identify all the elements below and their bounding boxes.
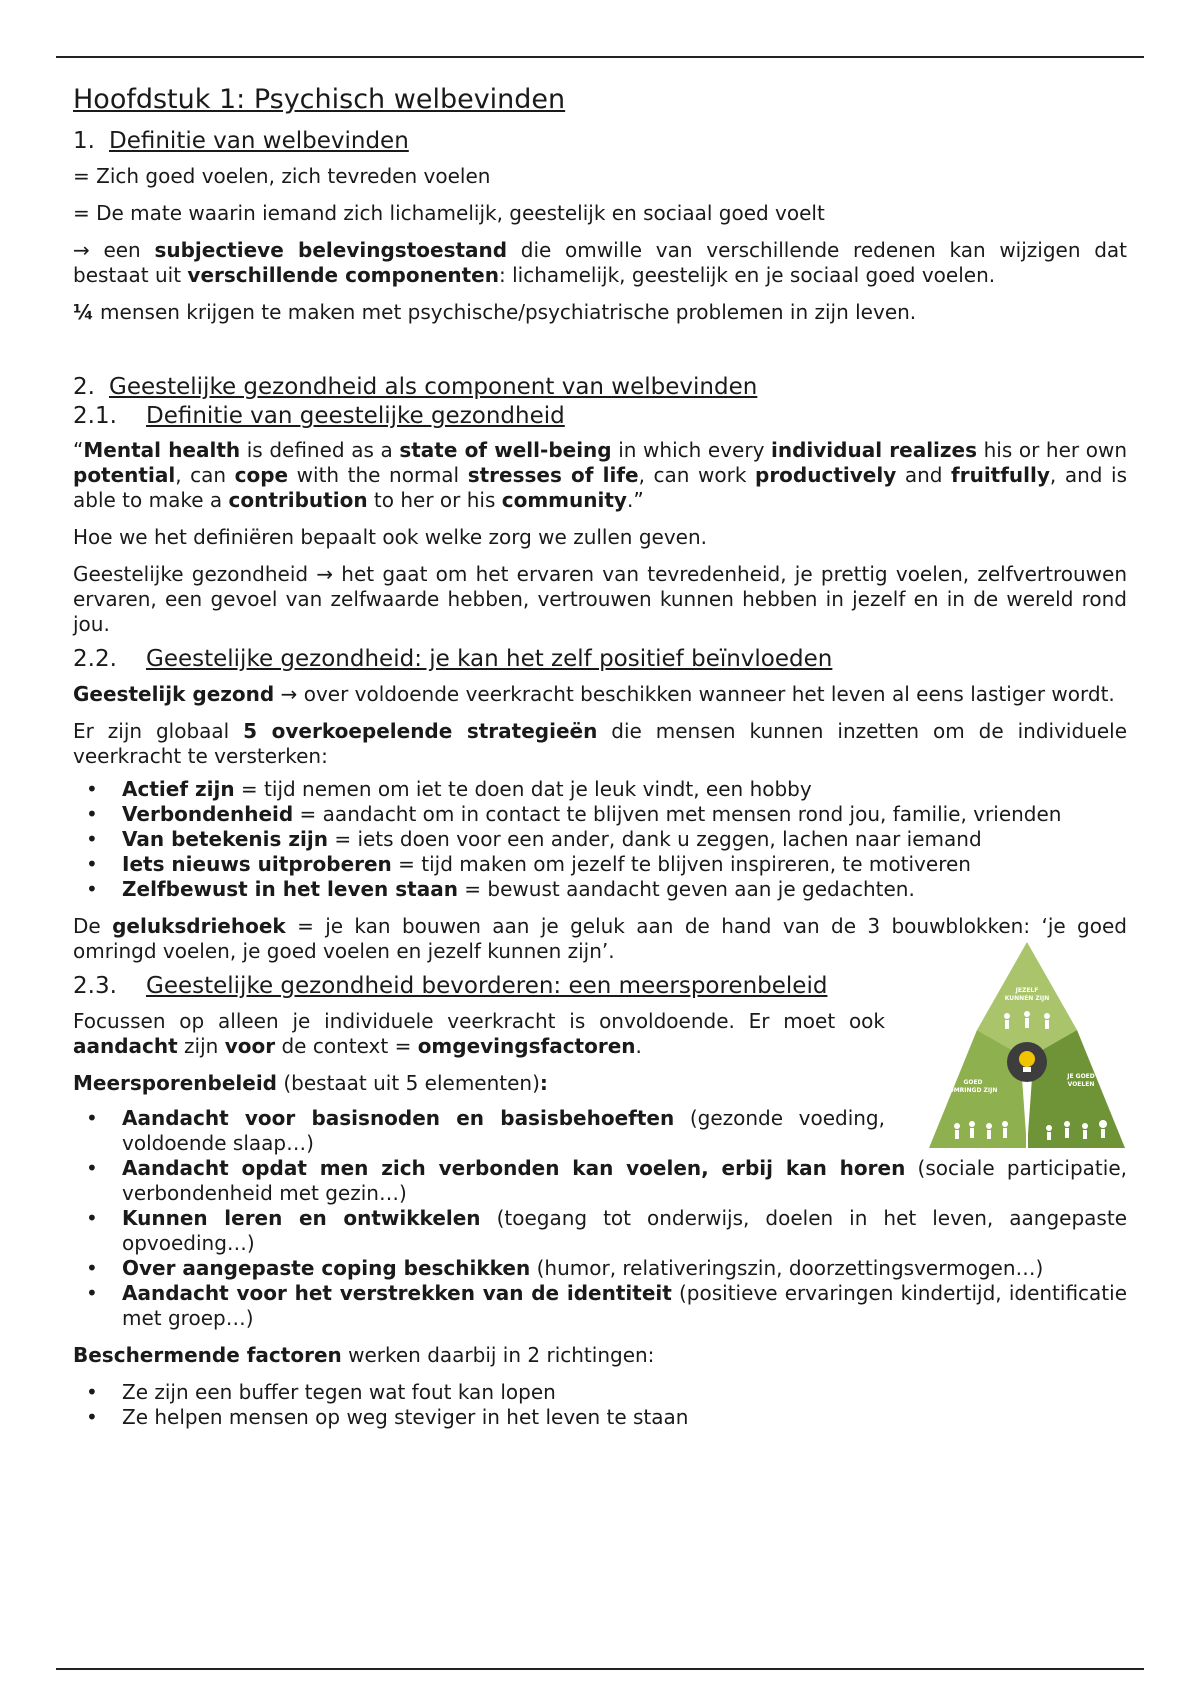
strategy-list (73, 777, 1127, 902)
heading-section-2-1 (73, 402, 1127, 431)
heading-section-2-2 (73, 645, 1127, 674)
paragraph: Hoe we het definiëren bepaalt ook welke zorg we zullen geven. (73, 525, 707, 549)
section-2-3 (73, 972, 1127, 1430)
lightbulb-base (1023, 1067, 1031, 1072)
paragraph: Meersporenbeleid (bestaat uit 5 elementen): (73, 1071, 548, 1095)
section-number: 2.2. (73, 646, 117, 672)
section-title: Definitie van geestelijke gezondheid (146, 403, 565, 429)
bottom-rule (56, 1668, 1144, 1670)
list-item: • Iets nieuws uitproberen = tijd maken om jezelf te blijven inspireren, te motiveren (73, 852, 1127, 877)
section-number: 2.3. (73, 973, 117, 999)
paragraph: Geestelijk gezond → over voldoende veerkracht beschikken wanneer het leven al eens lastiger wordt. (73, 682, 1115, 706)
list-item: • Ze helpen mensen op weg steviger in het leven te staan (73, 1405, 1127, 1430)
section-title: Definitie van welbevinden (109, 128, 409, 154)
paragraph: De geluksdriehoek = je kan bouwen aan je geluk aan de hand van de 3 bouwblokken: ‘je goed omringd voelen, je goed voelen en jezelf kunnen zijn’. (73, 914, 1127, 963)
heading-section-1 (73, 127, 1127, 156)
top-rule (56, 56, 1144, 58)
paragraph: Er zijn globaal 5 overkoepelende strategieën die mensen kunnen inzetten om de individuele veerkracht te versterken: (73, 719, 1127, 768)
list-item: • Aandacht voor basisnoden en basisbehoeften (gezonde voeding, voldoende slaap…) (73, 1106, 885, 1156)
geluksdriehoek-figure (927, 938, 1127, 1153)
list-item: • Verbondenheid = aandacht om in contact te blijven met mensen rond jou, familie, vrienden (73, 802, 1127, 827)
section-title: Geestelijke gezondheid bevorderen: een meersporenbeleid (146, 973, 828, 999)
list-item: • Actief zijn = tijd nemen om iet te doen dat je leuk vindt, een hobby (73, 777, 1127, 802)
list-item: • Ze zijn een buffer tegen wat fout kan lopen (73, 1380, 1127, 1405)
triangle-right-label-2: VOELEN (1067, 1081, 1095, 1088)
lightbulb-icon (1019, 1051, 1035, 1067)
section-number: 1. (73, 128, 95, 154)
list-item: • Van betekenis zijn = iets doen voor een ander, dank u zeggen, lachen naar iemand (73, 827, 1127, 852)
protective-factors-list (73, 1380, 1127, 1430)
section-number: 2. (73, 374, 95, 400)
section-title: Geestelijke gezondheid: je kan het zelf positief beïnvloeden (146, 646, 833, 672)
heading-section-2 (73, 373, 1127, 402)
list-item: • Zelfbewust in het leven staan = bewust aandacht geven aan je gedachten. (73, 877, 1127, 902)
triangle-right-label-1: JE GOED (1067, 1073, 1095, 1080)
page-title: Hoofdstuk 1: Psychisch welbevinden (73, 84, 566, 115)
list-item: • Aandacht opdat men zich verbonden kan voelen, erbij kan horen (sociale participatie, verbondenheid met gezin…) (73, 1156, 1127, 1206)
section-number: 2.1. (73, 403, 117, 429)
triangle-top-label-2: KUNNEN ZIJN (1004, 995, 1050, 1002)
triangle-top-label-1: JEZELF (1015, 987, 1039, 994)
happiness-triangle-image (927, 938, 1127, 1153)
quote-paragraph: “Mental health is defined as a state of well-being in which every individual realizes his or her own potential, can cope with the normal stresses of life, can work productively and fruitfully, and is able to make a contribution to her or his community.” (73, 438, 1128, 512)
paragraph: ¼ mensen krijgen te maken met psychische/psychiatrische problemen in zijn leven. (73, 300, 917, 324)
paragraph: = De mate waarin iemand zich lichamelijk, geestelijk en sociaal goed voelt (73, 201, 825, 225)
paragraph: Beschermende factoren werken daarbij in 2 richtingen: (73, 1343, 655, 1367)
paragraph: → een subjectieve belevingstoestand die omwille van verschillende redenen kan wijzigen dat bestaat uit verschillende componenten: lichamelijk, geestelijk en je sociaal goed voelen. (73, 238, 1128, 287)
paragraph: Geestelijke gezondheid → het gaat om het ervaren van tevredenheid, je prettig voelen, zelfvertrouwen ervaren, een gevoel van zelfwaarde hebben, vertrouwen kunnen hebben in jezelf en in de wereld rond jou. (73, 562, 1127, 636)
triangle-left-label-2: OMRINGD ZIJN (948, 1087, 998, 1094)
section-title: Geestelijke gezondheid als component van welbevinden (109, 374, 758, 400)
list-item: • Over aangepaste coping beschikken (humor, relativeringszin, doorzettingsvermogen…) (73, 1256, 1127, 1281)
heading-section-2-3 (73, 972, 885, 1001)
document-page (73, 83, 1127, 1442)
triangle-left-label-1: GOED (963, 1079, 983, 1086)
paragraph: Focussen op alleen je individuele veerkracht is onvoldoende. Er moet ook aandacht zijn voor de context = omgevingsfactoren. (73, 1009, 885, 1058)
list-item: • Kunnen leren en ontwikkelen (toegang tot onderwijs, doelen in het leven, aangepaste opvoeding…) (73, 1206, 1127, 1256)
paragraph: = Zich goed voelen, zich tevreden voelen (73, 164, 491, 188)
list-item: • Aandacht voor het verstrekken van de identiteit (positieve ervaringen kindertijd, identificatie met groep…) (73, 1281, 1127, 1331)
